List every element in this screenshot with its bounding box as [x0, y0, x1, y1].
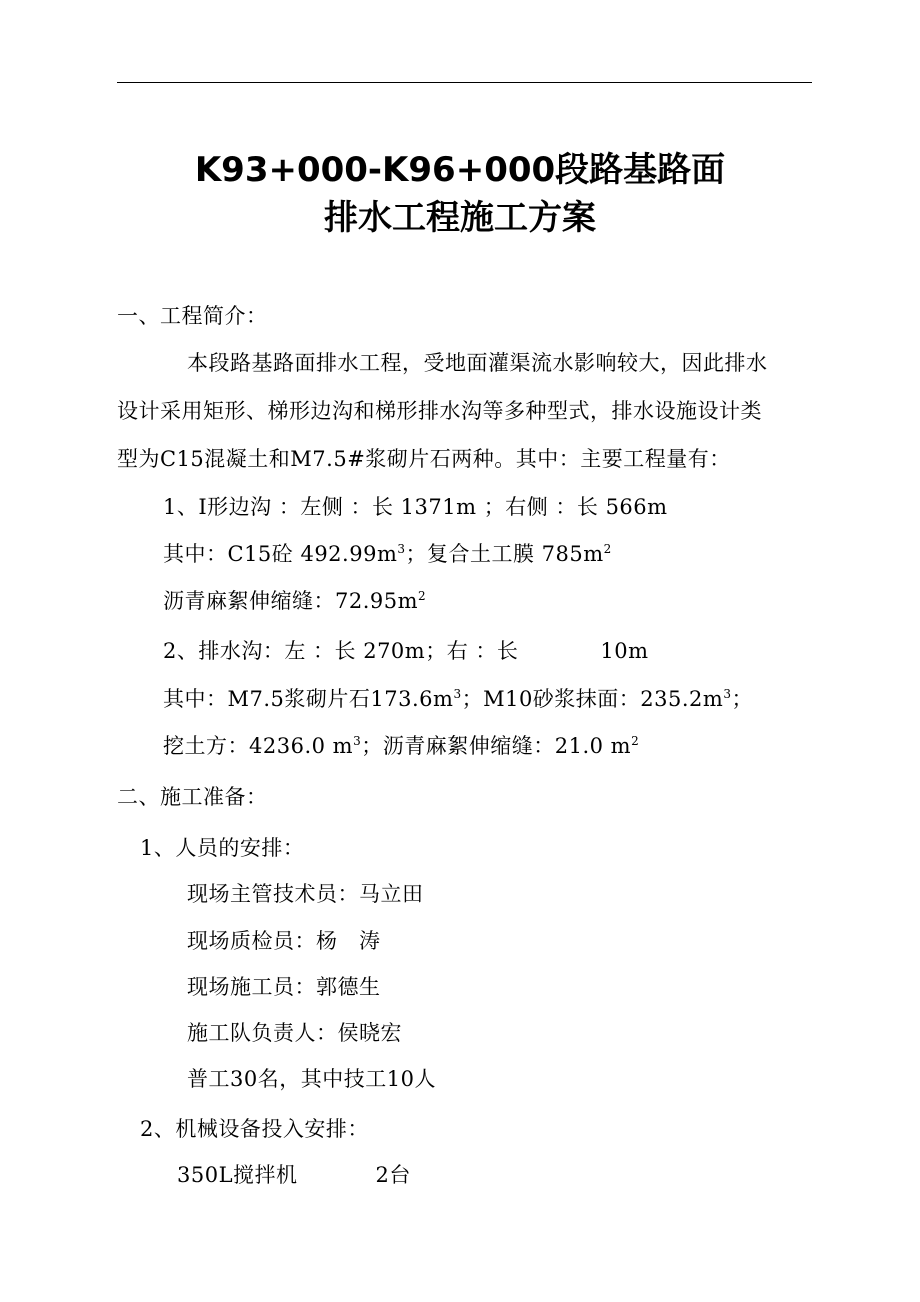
staff-item: 现场施工员：郭德生: [187, 975, 381, 999]
item2-masonry-unit-sup: 3: [453, 687, 462, 701]
staff-heading: 1、人员的安排：: [140, 836, 305, 860]
section2-heading: 二、施工准备：: [117, 785, 268, 809]
equipment-item: [177, 1160, 411, 1190]
staff-item: 施工队负责人：侯晓宏: [187, 1021, 402, 1045]
item2-joint-unit-sup: 2: [631, 734, 640, 748]
item1-detail-joint: [163, 586, 426, 616]
equipment-name: 350L搅拌机: [177, 1163, 298, 1187]
item2-earthwork-text: 挖土方：4236.0 m: [163, 734, 354, 758]
equipment-heading: 2、机械设备投入安排：: [140, 1117, 369, 1141]
item2-drain: [163, 636, 649, 666]
staff-item: 现场主管技术员：马立田: [187, 882, 424, 906]
item2-drain-right-length: 10m: [600, 639, 649, 663]
item2-masonry-text: 其中：M7.5浆砌片石173.6m: [163, 687, 454, 711]
item2-drain-text: 2、排水沟：左 ：长 270m；右 ：长: [163, 639, 519, 663]
document-title-line1: K93+000-K96+000段路基路面: [194, 150, 726, 190]
document-title-line2: 排水工程施工方案: [324, 198, 596, 238]
section1-paragraph-line2: 设计采用矩形、梯形边沟和梯形排水沟等多种型式，排水设施设计类: [117, 399, 762, 423]
equipment-quantity: 2台: [375, 1163, 411, 1187]
item1-concrete-text: 其中：C15砼 492.99m: [163, 542, 398, 566]
item1-membrane-unit-sup: 2: [603, 542, 612, 556]
section1-heading: 一、工程简介：: [117, 304, 268, 328]
item1-detail-concrete: [163, 539, 612, 569]
item1-joint-text: 沥青麻絮伸缩缝：72.95m: [163, 589, 419, 613]
section1-paragraph-line1: 本段路基路面排水工程，受地面灌渠流水影响较大，因此排水: [187, 351, 768, 375]
item2-detail-masonry: [163, 684, 753, 714]
header-rule: [117, 82, 812, 83]
section1-paragraph-line3: 型为C15混凝土和M7.5#浆砌片石两种。其中：主要工程量有：: [117, 447, 731, 471]
item2-detail-earthwork: [163, 731, 639, 761]
item1-ditch: 1、I形边沟 ：左侧 ：长 1371m ；右侧 ：长 566m: [163, 495, 668, 519]
item2-joint-text: ；沥青麻絮伸缩缝：21.0 m: [361, 734, 632, 758]
item2-mortar-text: ；M10砂浆抹面：235.2m: [461, 687, 724, 711]
item2-mortar-end: ；: [731, 687, 753, 711]
item2-earthwork-unit-sup: 3: [353, 734, 362, 748]
staff-item: 现场质检员：杨 涛: [187, 929, 381, 953]
item2-mortar-unit-sup: 3: [723, 687, 732, 701]
item1-joint-unit-sup: 2: [418, 589, 427, 603]
item1-concrete-unit-sup: 3: [397, 542, 406, 556]
staff-item: 普工30名，其中技工10人: [187, 1067, 436, 1091]
item1-membrane-text: ；复合土工膜 785m: [405, 542, 604, 566]
